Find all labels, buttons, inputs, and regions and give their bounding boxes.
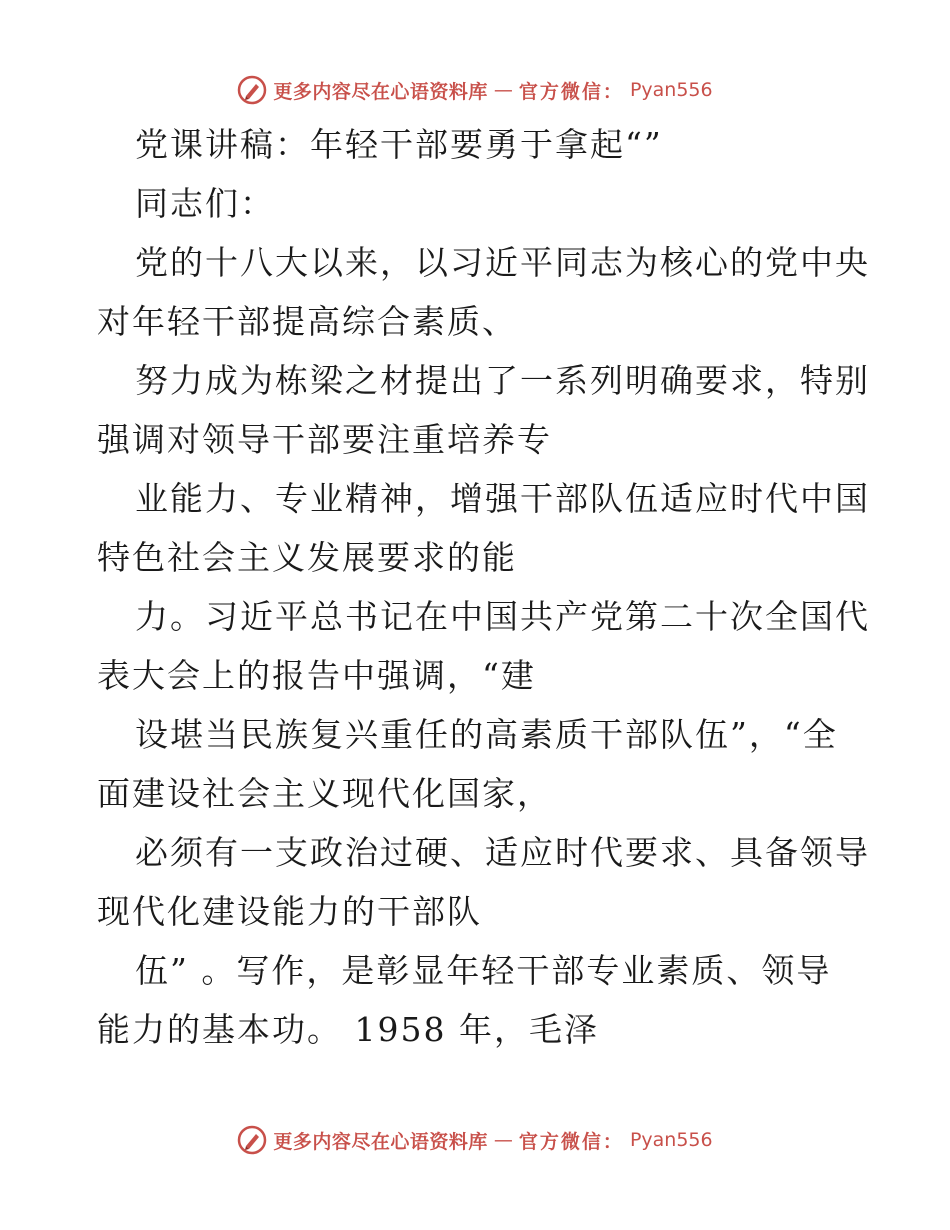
doc-line: 面建设社会主义现代化国家，: [97, 774, 552, 813]
watermark-main-text: 更多内容尽在心语资料库: [273, 1130, 488, 1153]
doc-line: 特色社会主义发展要求的能: [97, 538, 517, 577]
watermark-sub-text: 官方微信：: [518, 1130, 624, 1153]
watermark-top: [0, 70, 950, 110]
watermark-bottom: [0, 1120, 950, 1160]
doc-line: 能力的基本功。 1958 年，毛泽: [97, 1010, 599, 1049]
doc-title: 党课讲稿：年轻干部要勇于拿起“”: [135, 125, 663, 164]
watermark-dash: —: [493, 1129, 513, 1151]
doc-line: 伍” 。写作，是彰显年轻干部专业素质、领导: [135, 951, 832, 990]
doc-line: 对年轻干部提高综合素质、: [97, 302, 517, 341]
doc-line: 表大会上的报告中强调，“建: [97, 656, 536, 695]
doc-line: 现代化建设能力的干部队: [97, 892, 482, 931]
doc-line: 力。习近平总书记在中国共产党第二十次全国代: [135, 597, 870, 636]
doc-line: 强调对领导干部要注重培养专: [97, 420, 552, 459]
watermark-dash: —: [493, 79, 513, 101]
doc-line: 同志们：: [135, 184, 275, 223]
doc-line: 业能力、专业精神，增强干部队伍适应时代中国: [135, 479, 870, 518]
doc-line: 努力成为栋梁之材提出了一系列明确要求，特别: [135, 361, 870, 400]
pen-logo-icon: [237, 75, 267, 105]
doc-line: 党的十八大以来，以习近平同志为核心的党中央: [135, 243, 870, 282]
doc-line: 设堪当民族复兴重任的高素质干部队伍”，“全: [135, 715, 838, 754]
watermark-id: Pyan556: [629, 79, 713, 101]
pen-logo-icon: [237, 1125, 267, 1155]
watermark-main-text: 更多内容尽在心语资料库: [273, 80, 488, 103]
watermark-sub-text: 官方微信：: [518, 80, 624, 103]
doc-line: 必须有一支政治过硬、适应时代要求、具备领导: [135, 833, 870, 872]
watermark-id: Pyan556: [629, 1129, 713, 1151]
